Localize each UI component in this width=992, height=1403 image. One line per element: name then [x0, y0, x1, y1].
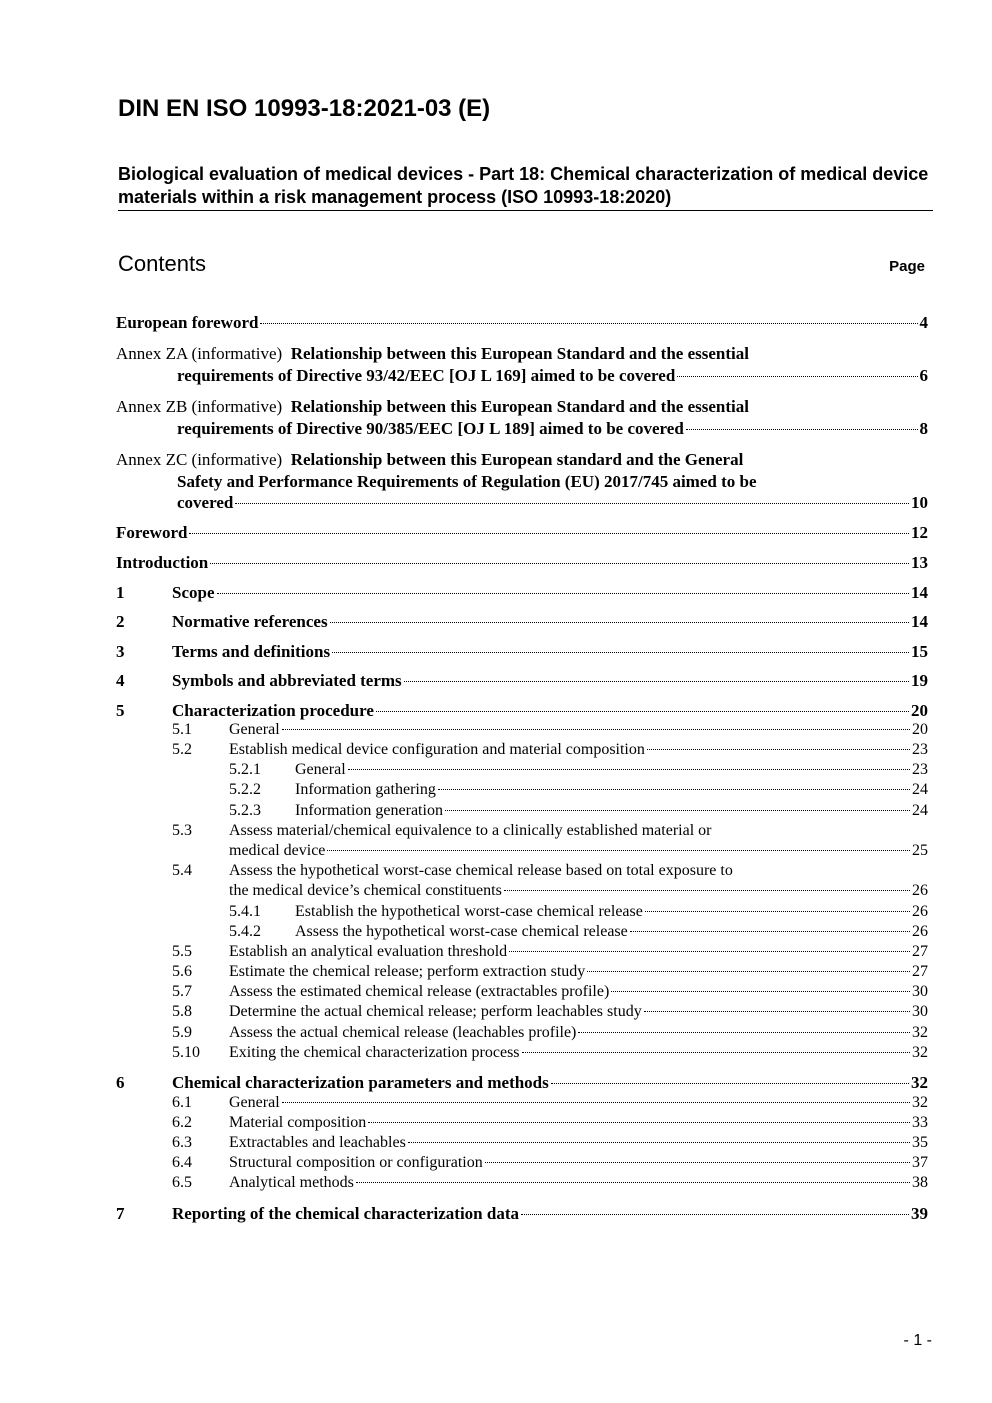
dot-leader — [578, 1032, 910, 1033]
toc-entry-title: Assess the actual chemical release (leachables profile) — [229, 1024, 577, 1041]
annex-label: Annex ZA (informative) — [116, 344, 283, 363]
toc-page-number: 15 — [911, 642, 928, 661]
dot-leader — [611, 991, 910, 992]
toc-entry-title: Information gathering — [295, 781, 436, 798]
dot-leader — [348, 769, 910, 770]
toc-entry-title: General — [229, 1094, 280, 1111]
toc-entry[interactable] — [116, 740, 928, 760]
toc-entry[interactable] — [116, 1153, 928, 1173]
toc-page-number: 27 — [912, 963, 928, 980]
toc-entry-title: Assess material/chemical equivalence to a clinically established material or — [229, 822, 712, 839]
toc-entry-title: Establish medical device configuration and material composition — [229, 741, 645, 758]
toc-page-number: 6 — [919, 365, 928, 385]
toc-entry[interactable] — [116, 902, 928, 922]
toc-page-number: 8 — [919, 418, 928, 438]
toc-entry-title: Establish the hypothetical worst-case chemical release — [295, 903, 643, 920]
toc-page-number: 4 — [919, 313, 928, 332]
toc-page-number: 26 — [912, 903, 928, 920]
toc-entry[interactable] — [116, 962, 928, 982]
toc-entry-number: 5.2 — [172, 741, 192, 758]
toc-page-number: 30 — [912, 983, 928, 1000]
dot-leader — [485, 1162, 910, 1163]
toc-entry-title: the medical device’s chemical constituents — [229, 882, 502, 900]
dot-leader — [282, 729, 910, 730]
toc-entry[interactable] — [116, 641, 928, 663]
dot-leader — [376, 711, 909, 712]
toc-entry-title — [116, 396, 749, 418]
annex-title-line: Relationship between this European standard and the General — [290, 450, 744, 469]
toc-entry[interactable] — [116, 821, 928, 861]
toc-entry-number: 6.1 — [172, 1094, 192, 1111]
toc-entry[interactable] — [116, 552, 928, 574]
toc-entry-title: Characterization procedure — [172, 701, 374, 720]
annex-title-line: Relationship between this European Standard and the essential — [290, 397, 749, 416]
dot-leader — [587, 971, 910, 972]
toc-page-number: 30 — [912, 1003, 928, 1020]
toc-entry-number: 5.4 — [172, 862, 192, 879]
toc-page-number: 14 — [911, 612, 928, 631]
toc-page-number: 19 — [911, 671, 928, 690]
toc-entry-title: Information generation — [295, 802, 443, 819]
toc-entry-title: Chemical characterization parameters and methods — [172, 1073, 549, 1092]
toc-page-number: 12 — [911, 523, 928, 542]
dot-leader — [356, 1182, 910, 1183]
toc-entry-title: Safety and Performance Requirements of Regulation (EU) 2017/745 aimed to be — [177, 471, 757, 491]
annex-label: Annex ZC (informative) — [116, 450, 283, 469]
toc-entry[interactable] — [116, 982, 928, 1002]
dot-leader — [647, 749, 910, 750]
dot-leader — [260, 323, 917, 324]
toc-entry[interactable] — [116, 611, 928, 633]
toc-entry[interactable] — [116, 942, 928, 962]
toc-page-number: 32 — [912, 1044, 928, 1061]
dot-leader — [509, 951, 910, 952]
dot-leader — [327, 850, 910, 851]
toc-entry-number: 5.2.1 — [229, 761, 261, 778]
dot-leader — [521, 1214, 909, 1215]
toc-entry-number: 5.3 — [172, 822, 192, 839]
toc-entry-title: Estimate the chemical release; perform extraction study — [229, 963, 586, 980]
toc-entry[interactable] — [116, 1023, 928, 1043]
toc-entry-number: 6.3 — [172, 1134, 192, 1151]
toc-entry-title: Assess the estimated chemical release (extractables profile) — [229, 983, 610, 1000]
toc-page-number: 35 — [912, 1134, 928, 1151]
annex-title-line: Relationship between this European Standard and the essential — [290, 344, 749, 363]
toc-page-number: 20 — [911, 701, 928, 720]
toc-page-number: 20 — [912, 721, 928, 738]
document-subtitle: Biological evaluation of medical devices - Part 18: Chemical characterization of medical device materials within a risk management process (ISO 10993-18:2020) — [118, 164, 929, 207]
toc-page-number: 26 — [912, 923, 928, 940]
dot-leader — [282, 1102, 910, 1103]
toc-entry-number: 2 — [116, 612, 125, 631]
toc-page-number: 37 — [912, 1154, 928, 1171]
toc-entry[interactable] — [116, 801, 928, 821]
toc-entry-number: 5.4.2 — [229, 923, 261, 940]
toc-entry-title: Determine the actual chemical release; perform leachables study — [229, 1003, 642, 1020]
toc-entry[interactable] — [116, 1133, 928, 1153]
toc-entry[interactable] — [116, 1043, 928, 1063]
toc-page-number: 23 — [912, 761, 928, 778]
dot-leader — [404, 681, 909, 682]
dot-leader — [368, 1122, 910, 1123]
toc-entry-title: Material composition — [229, 1114, 367, 1131]
toc-entry-number: 6 — [116, 1073, 125, 1092]
toc-entry-title: covered — [177, 493, 234, 512]
toc-entry-title: General — [229, 721, 280, 738]
toc-page-number: 24 — [912, 781, 928, 798]
toc-entry[interactable] — [116, 1173, 928, 1193]
toc-entry[interactable] — [116, 522, 928, 544]
toc-entry[interactable] — [116, 396, 928, 439]
dot-leader — [551, 1083, 909, 1084]
toc-page-number: 38 — [912, 1174, 928, 1191]
toc-entry[interactable] — [116, 1002, 928, 1022]
toc-entry-number: 5.9 — [172, 1024, 192, 1041]
dot-leader — [408, 1142, 910, 1143]
toc-entry-number: 6.2 — [172, 1114, 192, 1131]
dot-leader — [330, 622, 909, 623]
toc-entry-title: Analytical methods — [229, 1174, 354, 1191]
toc-page-number: 27 — [912, 943, 928, 960]
toc-entry[interactable] — [116, 1072, 928, 1094]
dot-leader — [210, 563, 909, 564]
toc-entry-number: 5.10 — [172, 1044, 200, 1061]
toc-entry-title: Assess the hypothetical worst-case chemical release — [295, 923, 628, 940]
toc-entry-title: Scope — [172, 583, 215, 602]
toc-entry[interactable] — [116, 1203, 928, 1225]
toc-entry-title: Normative references — [172, 612, 328, 631]
document-title: DIN EN ISO 10993-18:2021-03 (E) — [118, 95, 491, 122]
toc-entry[interactable] — [116, 670, 928, 692]
toc-entry[interactable] — [116, 1113, 928, 1133]
toc-entry-number: 5.1 — [172, 721, 192, 738]
toc-page-number: 14 — [911, 583, 928, 602]
dot-leader — [235, 503, 909, 504]
toc-page-number: 23 — [912, 741, 928, 758]
dot-leader — [189, 533, 909, 534]
toc-entry-title: Assess the hypothetical worst-case chemical release based on total exposure to — [229, 862, 733, 879]
dot-leader — [686, 429, 918, 430]
toc-entry-number: 5.5 — [172, 943, 192, 960]
toc-entry-number: 7 — [116, 1204, 125, 1223]
dot-leader — [504, 890, 910, 891]
dot-leader — [644, 1011, 910, 1012]
toc-entry-number: 5.4.1 — [229, 903, 261, 920]
toc-entry-title: Terms and definitions — [172, 642, 331, 661]
toc-entry-title: medical device — [229, 842, 326, 860]
toc-entry-title: Reporting of the chemical characterization data — [172, 1204, 519, 1223]
page-column-heading: Page — [889, 258, 925, 275]
toc-entry-number: 6.5 — [172, 1174, 192, 1191]
toc-page-number: 32 — [912, 1094, 928, 1111]
dot-leader — [445, 810, 910, 811]
toc-entry[interactable] — [116, 700, 928, 722]
toc-entry[interactable] — [116, 582, 928, 604]
toc-entry-title — [116, 343, 749, 365]
toc-entry-number: 5.2.2 — [229, 781, 261, 798]
dot-leader — [217, 593, 910, 594]
toc-entry-number: 4 — [116, 671, 125, 690]
toc-entry[interactable] — [116, 861, 928, 901]
toc-page-number: 10 — [911, 493, 928, 512]
toc-entry-title: requirements of Directive 90/385/EEC [OJ L 189] aimed to be covered — [177, 418, 684, 438]
toc-entry-number: 5 — [116, 701, 125, 720]
toc-entry[interactable] — [116, 760, 928, 780]
dot-leader — [630, 931, 910, 932]
toc-entry[interactable] — [116, 922, 928, 942]
toc-entry-title: Exiting the chemical characterization process — [229, 1044, 520, 1061]
toc-page-number: 39 — [911, 1204, 928, 1223]
toc-entry-title: Establish an analytical evaluation threshold — [229, 943, 508, 960]
toc-entry[interactable] — [116, 343, 928, 386]
toc-entry-number: 5.2.3 — [229, 802, 261, 819]
dot-leader — [645, 911, 910, 912]
toc-entry-number: 5.6 — [172, 963, 192, 980]
toc-entry-title — [116, 449, 743, 471]
toc-page-number: 24 — [912, 802, 928, 819]
toc-page-number: 33 — [912, 1114, 928, 1131]
toc-entry-number: 5.8 — [172, 1003, 192, 1020]
toc-entry[interactable] — [116, 312, 928, 334]
contents-heading: Contents — [118, 251, 207, 276]
toc-entry-title: Structural composition or configuration — [229, 1154, 483, 1171]
page-number-footer: - 1 - — [903, 1332, 932, 1349]
toc-entry-title: Introduction — [116, 553, 209, 572]
toc-entry-title: Foreword — [116, 523, 188, 542]
toc-entry-title: Symbols and abbreviated terms — [172, 671, 402, 690]
annex-label: Annex ZB (informative) — [116, 397, 283, 416]
toc-page-number: 25 — [912, 842, 928, 860]
toc-entry[interactable] — [116, 780, 928, 800]
toc-entry-title: General — [295, 761, 346, 778]
toc-entry[interactable] — [116, 1093, 928, 1113]
toc-entry-title: European foreword — [116, 313, 259, 332]
dot-leader — [332, 652, 909, 653]
toc-entry-title: Extractables and leachables — [229, 1134, 406, 1151]
title-divider — [118, 210, 933, 211]
dot-leader — [522, 1052, 910, 1053]
dot-leader — [438, 789, 910, 790]
dot-leader — [677, 376, 917, 377]
toc-page-number: 26 — [912, 882, 928, 900]
toc-page-number: 32 — [911, 1073, 928, 1092]
toc-entry-number: 1 — [116, 583, 125, 602]
toc-page-number: 13 — [911, 553, 928, 572]
toc-entry-title: requirements of Directive 93/42/EEC [OJ L 169] aimed to be covered — [177, 365, 676, 385]
toc-page-number: 32 — [912, 1024, 928, 1041]
toc-entry-number: 3 — [116, 642, 125, 661]
toc-entry[interactable] — [116, 720, 928, 740]
toc-entry-number: 5.7 — [172, 983, 192, 1000]
toc-entry-number: 6.4 — [172, 1154, 192, 1171]
toc-entry[interactable] — [116, 449, 928, 514]
